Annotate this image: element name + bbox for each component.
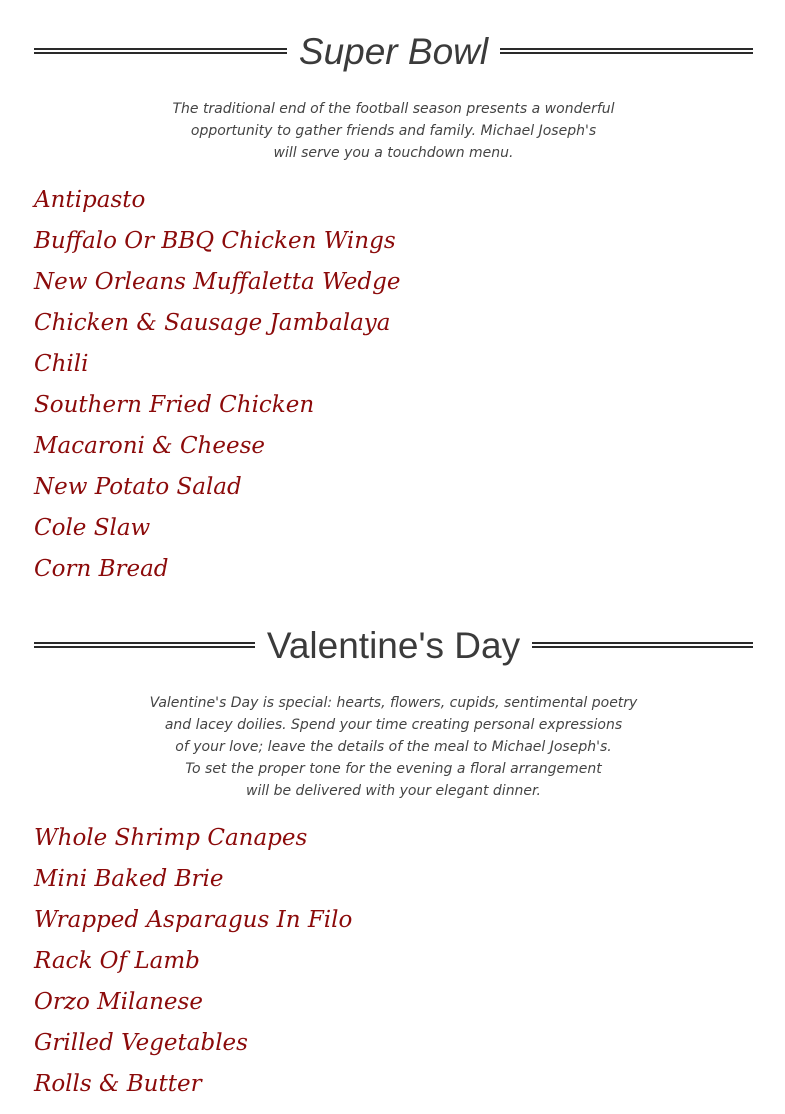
menu-item: Orzo Milanese [34,989,203,1015]
menu-item: Macaroni & Cheese [34,433,266,459]
description-line: opportunity to gather friends and family. Michael Joseph's [190,123,597,139]
menu-item: New Orleans Muffaletta Wedge [34,269,401,295]
section-valentines-day [34,622,753,1105]
section-title-row [34,28,753,74]
description-line: To set the proper tone for the evening a floral arrangement [185,761,602,777]
menu-item: Buffalo Or BBQ Chicken Wings [34,228,396,254]
menu-item: New Potato Salad [34,474,242,500]
section-title: Valentine's Day [266,624,521,666]
menu-item: Chicken & Sausage Jambalaya [34,310,391,336]
menu-list [34,818,753,1105]
section-title: Super Bowl [298,30,489,72]
description-line: will be delivered with your elegant dinner. [246,783,541,799]
title-rule-right [532,642,753,648]
menu-item: Whole Shrimp Canapes [34,825,308,851]
title-rule-left [34,48,287,54]
menu-item: Mini Baked Brie [34,866,224,892]
title-rule-left [34,642,255,648]
description-line: will serve you a touchdown menu. [273,145,514,161]
description-line: Valentine's Day is special: hearts, flowers, cupids, sentimental poetry [149,695,638,711]
section-description [34,692,753,802]
menu-item: Rolls & Butter [34,1071,202,1097]
section-description [34,98,753,164]
menu-item: Cole Slaw [34,515,151,541]
menu-item: Wrapped Asparagus In Filo [34,907,353,933]
title-rule-right [500,48,753,54]
section-title-row [34,622,753,668]
menu-item: Rack Of Lamb [34,948,200,974]
menu-item: Grilled Vegetables [34,1030,248,1056]
menu-item: Corn Bread [34,556,169,582]
menu-item: Antipasto [34,187,146,213]
description-line: The traditional end of the football season presents a wonderful [172,101,615,117]
menu-list [34,180,753,590]
description-line: of your love; leave the details of the meal to Michael Joseph's. [175,739,612,755]
section-super-bowl [34,28,753,590]
description-line: and lacey doilies. Spend your time creating personal expressions [164,717,623,733]
menu-item: Chili [34,351,89,377]
menu-item: Southern Fried Chicken [34,392,315,418]
